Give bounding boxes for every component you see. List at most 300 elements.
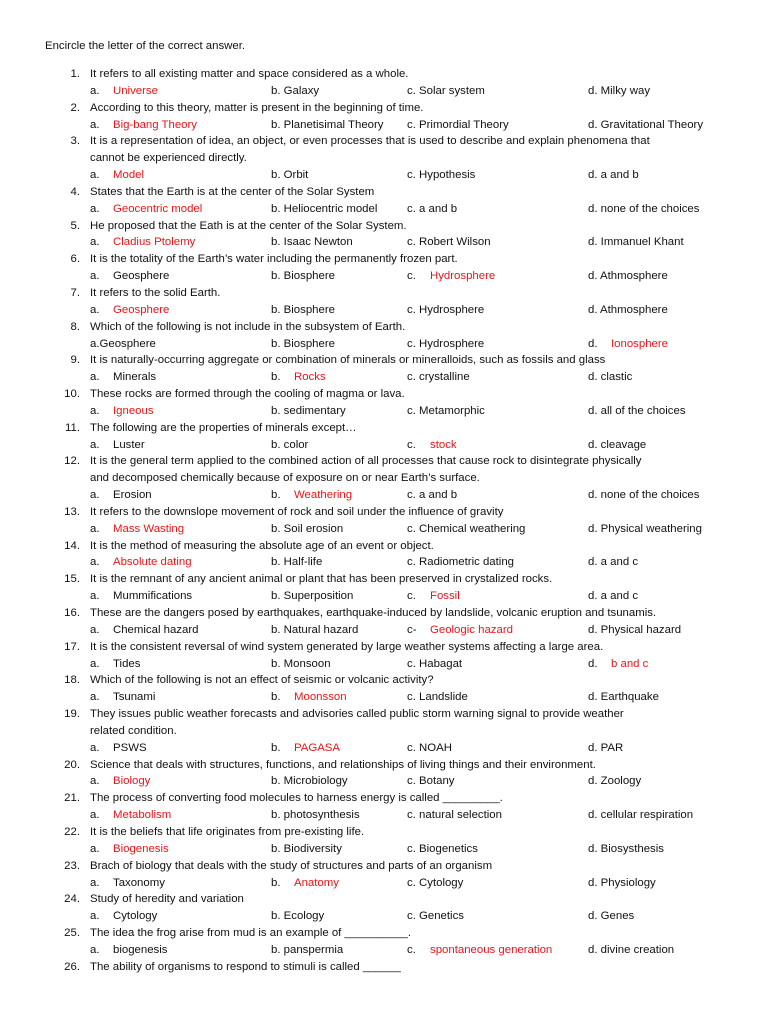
option-text: b. Isaac Newton (271, 236, 353, 249)
option-letter: a. (90, 809, 100, 822)
answer-options-row (0, 437, 768, 454)
answer-option[interactable] (271, 807, 360, 824)
option-letter: a. (90, 775, 100, 788)
question-item (0, 891, 768, 925)
option-text: Geologic hazard (430, 623, 513, 636)
answer-option[interactable] (407, 117, 509, 134)
question-line (0, 133, 768, 150)
option-text: c. Biogenetics (407, 842, 478, 855)
question-line (0, 352, 768, 369)
answer-option-correct[interactable] (407, 437, 457, 454)
answer-option[interactable] (90, 369, 156, 386)
option-text: Tsunami (113, 691, 156, 704)
question-line (0, 757, 768, 774)
option-text: c. Hydrosphere (407, 337, 485, 350)
answer-option[interactable] (407, 807, 502, 824)
answer-option-correct[interactable] (90, 83, 158, 100)
option-letter: a. (90, 842, 100, 855)
answer-option[interactable] (90, 588, 192, 605)
answer-option-correct[interactable] (90, 201, 202, 218)
answer-option[interactable] (271, 83, 319, 100)
answer-option[interactable] (271, 268, 335, 285)
option-text: Luster (113, 438, 145, 451)
option-letter: a. (90, 236, 100, 249)
option-text: c. Chemical weathering (407, 522, 526, 535)
option-text: Weathering (294, 489, 353, 502)
option-text: d. none of the choices (588, 202, 700, 215)
option-text: b. Galaxy (271, 84, 320, 97)
question-number: 22. (64, 825, 80, 838)
option-text: Geosphere (113, 270, 170, 283)
option-text: c. Landslide (407, 691, 468, 704)
answer-option-correct[interactable] (90, 773, 150, 790)
question-item (0, 824, 768, 858)
option-text: Cladius Ptolemy (113, 236, 196, 249)
answer-option[interactable] (407, 167, 475, 184)
question-line (0, 66, 768, 83)
option-letter: a. (90, 84, 100, 97)
answer-options-row (0, 369, 768, 386)
answer-option-correct[interactable] (271, 369, 326, 386)
option-text: b. Half-life (271, 556, 323, 569)
option-letter: b. (271, 489, 281, 502)
answer-option[interactable] (271, 234, 353, 251)
option-letter: b. (271, 741, 281, 754)
option-letter: a. (90, 876, 100, 889)
answer-option[interactable] (407, 336, 484, 353)
answer-option[interactable] (271, 554, 322, 571)
option-text: d. divine creation (588, 943, 675, 956)
option-text: c. Radiometric dating (407, 556, 514, 569)
question-text: cannot be experienced directly. (90, 152, 247, 165)
option-text: Tides (113, 657, 141, 670)
question-line (0, 790, 768, 807)
answer-option[interactable] (588, 908, 634, 925)
option-text: c. NOAH (407, 741, 452, 754)
option-text: b. Monsoon (271, 657, 331, 670)
answer-option[interactable] (90, 487, 152, 504)
option-text: stock (430, 438, 457, 451)
option-text: Minerals (113, 371, 157, 384)
question-item (0, 925, 768, 959)
option-letter: c. (407, 438, 416, 451)
option-text: d. Physical hazard (588, 623, 682, 636)
answer-option[interactable] (588, 234, 684, 251)
option-text: Geosphere (113, 303, 170, 316)
answer-option[interactable] (588, 167, 639, 184)
option-text: b. Biosphere (271, 270, 335, 283)
question-text: It is the remnant of any ancient animal or plant that has been preserved in crystalized rocks. (90, 573, 553, 586)
question-text: It is the beliefs that life originates from pre-existing life. (90, 825, 365, 838)
answer-option[interactable] (588, 487, 699, 504)
question-item (0, 538, 768, 572)
question-number: 17. (64, 640, 80, 653)
answer-options-row (0, 622, 768, 639)
option-text: b. Soil erosion (271, 522, 344, 535)
answer-option[interactable] (407, 302, 484, 319)
question-line (0, 891, 768, 908)
answer-option[interactable] (588, 740, 623, 757)
answer-option[interactable] (271, 656, 331, 673)
question-text: Science that deals with structures, functions, and relationships of living things and their environment. (90, 758, 596, 771)
option-letter: a. (90, 910, 100, 923)
answer-option[interactable] (407, 234, 491, 251)
option-text: d. all of the choices (588, 404, 686, 417)
option-text: Absolute dating (113, 556, 192, 569)
question-text: It refers to all existing matter and space considered as a whole. (90, 68, 409, 80)
answer-option[interactable] (407, 521, 525, 538)
answer-option[interactable] (588, 302, 668, 319)
option-text: c. Botany (407, 775, 455, 788)
option-text: d. Physiology (588, 876, 656, 889)
answer-option[interactable] (90, 656, 140, 673)
option-letter: c. (407, 270, 416, 283)
answer-option[interactable] (271, 167, 308, 184)
option-text: Biology (113, 775, 151, 788)
answer-option-correct[interactable] (90, 117, 197, 134)
option-letter: a. (90, 522, 100, 535)
answer-option-correct[interactable] (90, 403, 154, 420)
option-letter: b. (271, 371, 281, 384)
answer-option[interactable] (90, 689, 155, 706)
option-letter: b. (271, 876, 281, 889)
option-letter: a. (90, 556, 100, 569)
question-item (0, 352, 768, 386)
option-text: b. Ecology (271, 910, 325, 923)
question-text: The following are the properties of minerals except… (90, 421, 357, 434)
answer-options-row (0, 403, 768, 420)
answer-option[interactable] (407, 83, 485, 100)
option-text: d. Zoology (588, 775, 642, 788)
answer-option[interactable] (588, 807, 693, 824)
answer-option[interactable] (407, 908, 464, 925)
option-text: Universe (113, 84, 158, 97)
question-line (0, 319, 768, 336)
option-text: c. Metamorphic (407, 404, 485, 417)
option-letter: a. (90, 943, 100, 956)
option-text: d. a and b (588, 169, 639, 182)
answer-option-correct[interactable] (407, 942, 552, 959)
option-text: c. Primordial Theory (407, 118, 509, 131)
answer-option[interactable] (271, 942, 343, 959)
answer-option-correct[interactable] (90, 302, 169, 319)
option-text: d. a and c (588, 590, 639, 603)
question-text: The idea the frog arise from mud is an example of __________. (90, 927, 412, 940)
answer-option-correct[interactable] (407, 588, 460, 605)
question-text: and decomposed chemically because of exposure on or near Earth’s surface. (90, 472, 480, 485)
answer-option[interactable] (588, 689, 659, 706)
answer-option[interactable] (407, 841, 478, 858)
question-line (0, 100, 768, 117)
option-text: d. Physical weathering (588, 522, 702, 535)
answer-option[interactable] (90, 875, 165, 892)
question-item (0, 790, 768, 824)
question-number: 15. (64, 573, 80, 586)
question-item (0, 133, 768, 184)
option-letter: a. (90, 303, 100, 316)
answer-option[interactable] (588, 117, 703, 134)
question-item (0, 319, 768, 353)
option-letter: a. (90, 623, 100, 636)
option-text: b. Planetisimal Theory (271, 118, 384, 131)
question-text: Brach of biology that deals with the study of structures and parts of an organism (90, 859, 493, 872)
answer-option[interactable] (271, 302, 335, 319)
question-number: 11. (65, 421, 80, 434)
option-letter: a. (90, 489, 100, 502)
answer-option[interactable] (588, 588, 638, 605)
answer-option[interactable] (271, 622, 358, 639)
question-line (0, 470, 768, 487)
question-number: 23. (64, 859, 80, 872)
answer-option[interactable] (90, 336, 156, 353)
answer-option[interactable] (90, 622, 198, 639)
option-text: d. a and c (588, 556, 639, 569)
option-text: Big-bang Theory (113, 118, 198, 131)
answer-options-row (0, 875, 768, 892)
question-item (0, 639, 768, 673)
option-text: b. panspermia (271, 943, 344, 956)
answer-options-row (0, 588, 768, 605)
question-text: He proposed that the Eath is at the center of the Solar System. (90, 219, 407, 232)
option-text: Geocentric model (113, 202, 203, 215)
question-item (0, 757, 768, 791)
answer-option[interactable] (271, 201, 377, 218)
option-letter: a. (90, 438, 100, 451)
answer-option-correct[interactable] (407, 622, 513, 639)
option-text: c. Cytology (407, 876, 464, 889)
answer-option[interactable] (271, 773, 348, 790)
answer-option[interactable] (90, 942, 167, 959)
option-letter: c. (407, 590, 416, 603)
option-text: Mass Wasting (113, 522, 185, 535)
answer-option[interactable] (407, 554, 514, 571)
question-text: related condition. (90, 724, 177, 737)
answer-option[interactable] (407, 875, 463, 892)
answer-option-correct[interactable] (271, 875, 339, 892)
question-text: It refers to the solid Earth. (90, 286, 221, 299)
option-text: PAGASA (294, 741, 341, 754)
option-letter: a. (90, 270, 100, 283)
option-text: Cytology (113, 910, 158, 923)
answer-option-correct[interactable] (90, 554, 192, 571)
answer-option[interactable] (588, 521, 702, 538)
question-number: 8. (70, 320, 80, 333)
answer-option-correct[interactable] (588, 656, 648, 673)
option-text: d. Biosysthesis (588, 842, 664, 855)
option-text: c. Hydrosphere (407, 303, 485, 316)
option-text: d. Gravitational Theory (588, 118, 704, 131)
question-text: It is a representation of idea, an object, or even processes that is used to describe and explain phenomena that (90, 135, 650, 148)
answer-option[interactable] (588, 942, 674, 959)
answer-option-correct[interactable] (90, 167, 144, 184)
question-item (0, 453, 768, 504)
question-number: 9. (70, 354, 80, 367)
answer-option[interactable] (271, 336, 335, 353)
answer-option[interactable] (271, 437, 308, 454)
option-text: spontaneous generation (430, 943, 553, 956)
option-letter: a. (90, 169, 100, 182)
answer-option[interactable] (407, 369, 470, 386)
answer-option[interactable] (588, 201, 699, 218)
answer-options-row (0, 740, 768, 757)
option-text: biogenesis (113, 943, 168, 956)
option-text: b. Superposition (271, 590, 354, 603)
answer-option[interactable] (90, 908, 157, 925)
option-text: b. Biosphere (271, 337, 335, 350)
option-letter: a. (90, 371, 100, 384)
answer-options-row (0, 841, 768, 858)
option-text: d. none of the choices (588, 489, 700, 502)
question-text: It is the method of measuring the absolute age of an event or object. (90, 539, 434, 552)
question-number: 18. (64, 674, 80, 687)
answer-option-correct[interactable] (271, 740, 340, 757)
question-text: These rocks are formed through the cooling of magma or lava. (90, 388, 405, 401)
option-text: c. Habagat (407, 657, 463, 670)
question-line (0, 824, 768, 841)
option-text: Ionosphere (611, 337, 668, 350)
question-number: 4. (70, 185, 80, 198)
answer-option-correct[interactable] (407, 268, 495, 285)
option-text: d. Genes (588, 910, 635, 923)
option-text: c. Genetics (407, 910, 464, 923)
answer-option-correct[interactable] (271, 689, 347, 706)
answer-option[interactable] (588, 841, 664, 858)
answer-options-row (0, 521, 768, 538)
answer-option[interactable] (407, 740, 452, 757)
question-line (0, 571, 768, 588)
question-line (0, 184, 768, 201)
option-text: d. Milky way (588, 84, 651, 97)
question-line (0, 218, 768, 235)
answer-options-row (0, 807, 768, 824)
option-text: Model (113, 169, 145, 182)
question-line (0, 251, 768, 268)
question-line (0, 285, 768, 302)
question-item (0, 66, 768, 100)
option-text: d. cellular respiration (588, 809, 694, 822)
question-line (0, 959, 768, 976)
answer-option[interactable] (271, 117, 383, 134)
answer-option[interactable] (588, 268, 668, 285)
answer-option[interactable] (588, 554, 638, 571)
answer-option[interactable] (271, 521, 343, 538)
answer-options-row (0, 268, 768, 285)
answer-option[interactable] (407, 403, 485, 420)
answer-option-correct[interactable] (90, 841, 169, 858)
answer-options-row (0, 83, 768, 100)
answer-option[interactable] (407, 201, 457, 218)
answer-option[interactable] (588, 622, 681, 639)
option-text: d. Immanuel Khant (588, 236, 684, 249)
question-item (0, 100, 768, 134)
answer-options-row (0, 302, 768, 319)
option-text: b. Orbit (271, 169, 309, 182)
question-text: It is the consistent reversal of wind system generated by large weather systems affecting a large area. (90, 640, 604, 653)
option-text: Metabolism (113, 809, 172, 822)
answer-option[interactable] (90, 740, 147, 757)
answer-options-row (0, 336, 768, 353)
question-line (0, 639, 768, 656)
answer-option[interactable] (407, 656, 462, 673)
answer-option[interactable] (407, 689, 468, 706)
question-text: The ability of organisms to respond to stimuli is called ______ (90, 960, 401, 973)
question-text: They issues public weather forecasts and advisories called public storm warning signal to provide weather (90, 708, 624, 721)
answer-option[interactable] (407, 773, 455, 790)
answer-option[interactable] (407, 487, 457, 504)
answer-option-correct[interactable] (90, 234, 195, 251)
option-text: c. crystalline (407, 371, 470, 384)
option-text: Chemical hazard (113, 623, 199, 636)
question-text: It refers to the downslope movement of rock and soil under the influence of gravity (90, 505, 504, 518)
question-text: Study of heredity and variation (90, 893, 244, 906)
option-text: d. PAR (588, 741, 624, 754)
question-text: It is naturally-occurring aggregate or combination of minerals or mineralloids, such as fossils and glass (90, 354, 606, 367)
question-item (0, 672, 768, 706)
answer-option[interactable] (271, 588, 353, 605)
answer-options-row (0, 234, 768, 251)
question-item (0, 504, 768, 538)
question-number: 5. (70, 219, 80, 232)
question-item (0, 605, 768, 639)
option-letter: a. (90, 118, 100, 131)
option-text: d. clastic (588, 371, 633, 384)
answer-option[interactable] (588, 875, 656, 892)
option-letter: d. (588, 657, 598, 670)
question-line (0, 605, 768, 622)
answer-option[interactable] (588, 403, 686, 420)
question-number: 25. (64, 927, 80, 940)
question-number: 20. (64, 758, 80, 771)
question-line (0, 420, 768, 437)
option-text: c. a and b (407, 489, 458, 502)
question-number: 10. (64, 388, 80, 401)
question-item (0, 858, 768, 892)
answer-option[interactable] (588, 369, 632, 386)
instruction-text: Encircle the letter of the correct answer. (45, 40, 246, 52)
answer-option[interactable] (90, 437, 145, 454)
answer-option[interactable] (271, 908, 324, 925)
answer-option-correct[interactable] (588, 336, 668, 353)
question-number: 7. (70, 286, 80, 299)
answer-option-correct[interactable] (90, 807, 171, 824)
question-number: 21. (64, 792, 80, 805)
option-text: b. Biodiversity (271, 842, 342, 855)
answer-option[interactable] (90, 268, 169, 285)
answer-option[interactable] (271, 841, 342, 858)
answer-option[interactable] (271, 403, 346, 420)
answer-option[interactable] (588, 83, 650, 100)
answer-options-row (0, 689, 768, 706)
answer-option-correct[interactable] (90, 521, 184, 538)
answer-option[interactable] (588, 437, 646, 454)
option-text: Moonsson (294, 691, 347, 704)
question-number: 2. (70, 101, 80, 114)
answer-option[interactable] (588, 773, 641, 790)
question-text: Which of the following is not include in the subsystem of Earth. (90, 320, 406, 333)
option-text: b. sedimentary (271, 404, 346, 417)
question-text: According to this theory, matter is present in the beginning of time. (90, 101, 424, 114)
option-text: Erosion (113, 489, 152, 502)
question-item (0, 571, 768, 605)
answer-options-row (0, 167, 768, 184)
option-text: Mummifications (113, 590, 193, 603)
option-letter: a. (90, 404, 100, 417)
option-text: c. Solar system (407, 84, 485, 97)
option-text: b. photosynthesis (271, 809, 360, 822)
answer-option-correct[interactable] (271, 487, 352, 504)
option-text: d. Athmosphere (588, 303, 668, 316)
question-item (0, 184, 768, 218)
